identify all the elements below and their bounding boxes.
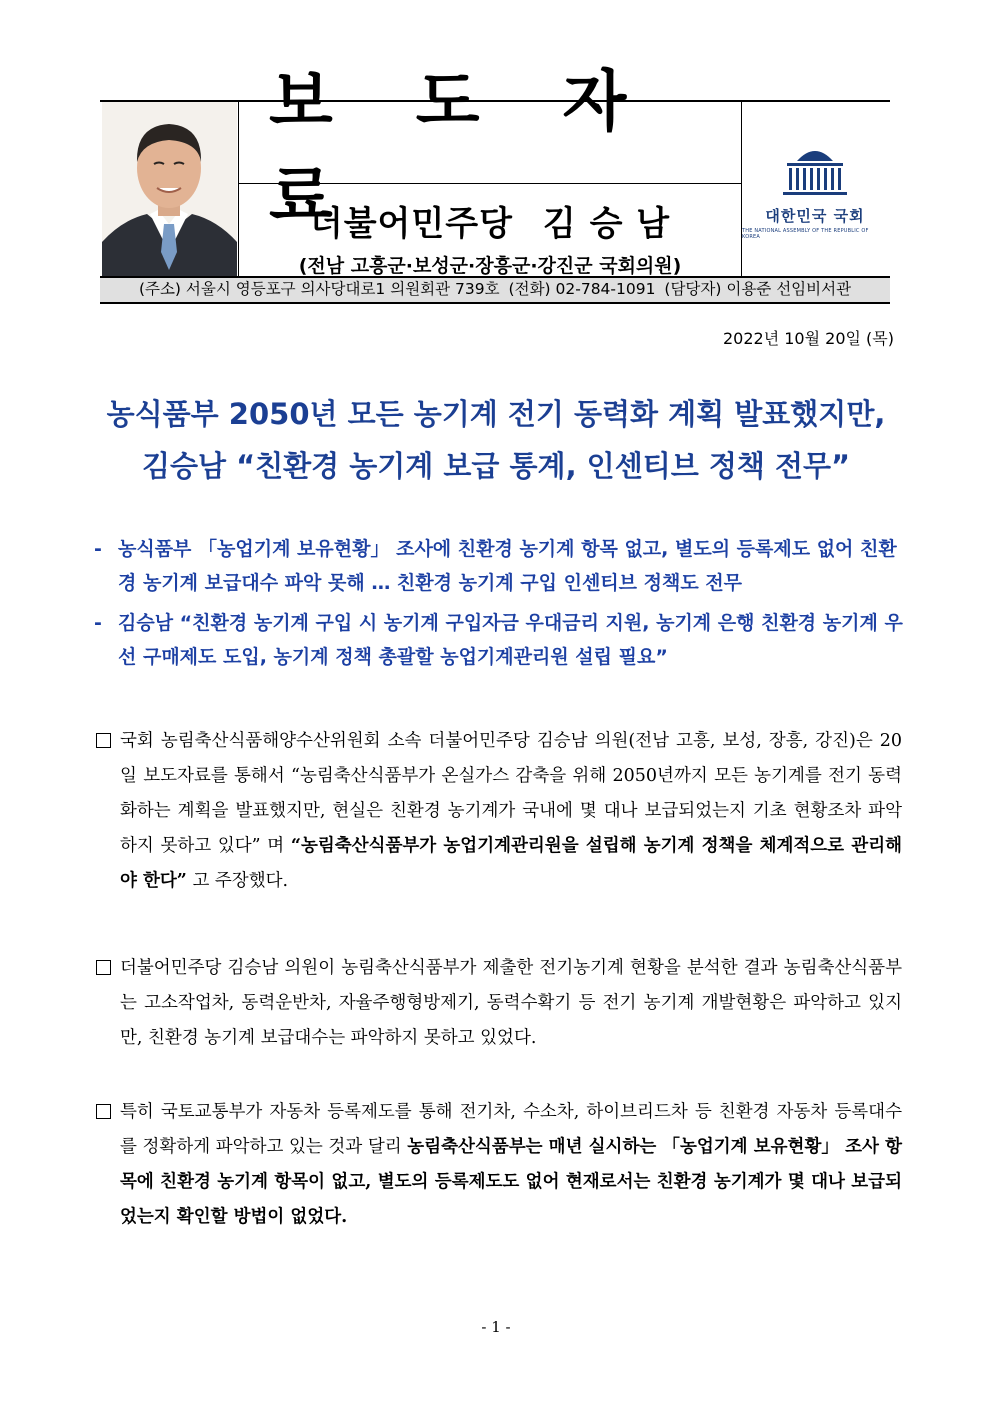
checkbox-bullet-icon	[96, 1104, 111, 1119]
paragraph-body	[96, 951, 902, 1056]
paragraph-bold-text: 농림축산식품부는 매년 실시하는 「농업기계 보유현황」 조사 항목에 친환경 농기계 항목이 없고, 별도의 등록제도도 없어 현재로서는 친환경 농기계가 몇 대나 보급되었는지 확인할 방법이 없었다.	[120, 1137, 902, 1227]
checkbox-bullet-icon	[96, 733, 111, 748]
subheadline-text: 농식품부 「농업기계 보유현황」 조사에 친환경 농기계 항목 없고, 별도의 등록제도 없어 친환경 농기계 보급대수 파악 못해 … 친환경 농기계 구입 인센티브 정책도 전무	[118, 538, 897, 594]
paragraph-text: 특히 국토교통부가 자동차 등록제도를 통해 전기차, 수소차, 하이브리드차 등 친환경 자동차 등록대수를 정확하게 파악하고 있는 것과 달리	[120, 1102, 902, 1157]
document-title: 보 도 자 료	[269, 62, 657, 235]
paragraph-bold-text: “농림축산식품부가 농업기계관리원을 설립해 농기계 정책을 체계적으로 관리해야 한다”	[120, 836, 903, 891]
party-name: 더불어민주당	[309, 204, 513, 244]
party-and-name	[239, 196, 741, 245]
paragraph-body	[96, 724, 902, 899]
logo-subtext: THE NATIONAL ASSEMBLY OF THE REPUBLIC OF KOREA	[742, 227, 869, 240]
paragraph-text: 고 주장했다.	[186, 871, 289, 891]
national-assembly-logo	[742, 102, 888, 276]
title-block	[239, 62, 742, 277]
subheadline-dash: -	[94, 612, 102, 634]
portrait-image	[102, 102, 237, 276]
paragraph-1	[96, 724, 902, 899]
subheadline-1	[94, 532, 904, 600]
assembly-building-icon	[769, 139, 861, 201]
contact-bar	[100, 278, 890, 304]
constituency: (전남 고흥군·보성군·장흥군·강진군 국회의원)	[298, 255, 682, 277]
logo-text: 대한민국 국회	[765, 206, 865, 225]
paragraph-2	[96, 951, 902, 1056]
lawmaker-photo	[102, 102, 239, 276]
subheadline-text: 김승남 “친환경 농기계 구입 시 농기계 구입자금 우대금리 지원, 농기계 은행 친환경 농기계 우선 구매제도 도입, 농기계 정책 총괄할 농업기계관리원 설립 필요”	[118, 612, 903, 668]
subheadline-2	[94, 606, 904, 674]
subheadline-dash: -	[94, 538, 102, 560]
office-address: (주소) 서울시 영등포구 의사당대로1 의원회관 739호	[138, 280, 500, 298]
paragraph-body	[96, 1095, 902, 1235]
page-number: - 1 -	[481, 1318, 511, 1336]
press-release-header	[100, 62, 890, 278]
phone-number: (전화) 02-784-1091	[508, 280, 656, 298]
contact-person: (담당자) 이용준 선임비서관	[664, 280, 852, 298]
paragraph-text: 더불어민주당 김승남 의원이 농림축산식품부가 제출한 전기농기계 현황을 분석한 결과 농림축산식품부는 고소작업차, 동력운반차, 자율주행형방제기, 동력수확기 등 전기 농기계 개발현황은 파악하고 있지만, 친환경 농기계 보급대수는 파악하지 못하고 있었다.	[120, 958, 902, 1048]
paragraph-text: 국회 농림축산식품해양수산위원회 소속 더불어민주당 김승남 의원(전남 고흥, 보성, 장흥, 강진)은 20일 보도자료를 통해서 “농림축산식품부가 온실가스 감축을 위해 2050년까지 모든 농기계를 전기 동력화하는 계획을 발표했지만, 현실은 친환경 농기계가 국내에 몇 대나 보급되었는지 기초 현황조차 파악하지 못하고 있다” 며	[120, 731, 902, 856]
checkbox-bullet-icon	[96, 960, 111, 975]
paragraph-3	[96, 1095, 902, 1235]
headline-line-2: 김승남 “친환경 농기계 보급 통계, 인센티브 정책 전무”	[141, 449, 851, 483]
headline-line-1: 농식품부 2050년 모든 농기계 전기 동력화 계획 발표했지만,	[106, 397, 886, 431]
lawmaker-name: 김 승 남	[542, 204, 671, 244]
release-date: 2022년 10월 20일 (목)	[722, 329, 894, 348]
